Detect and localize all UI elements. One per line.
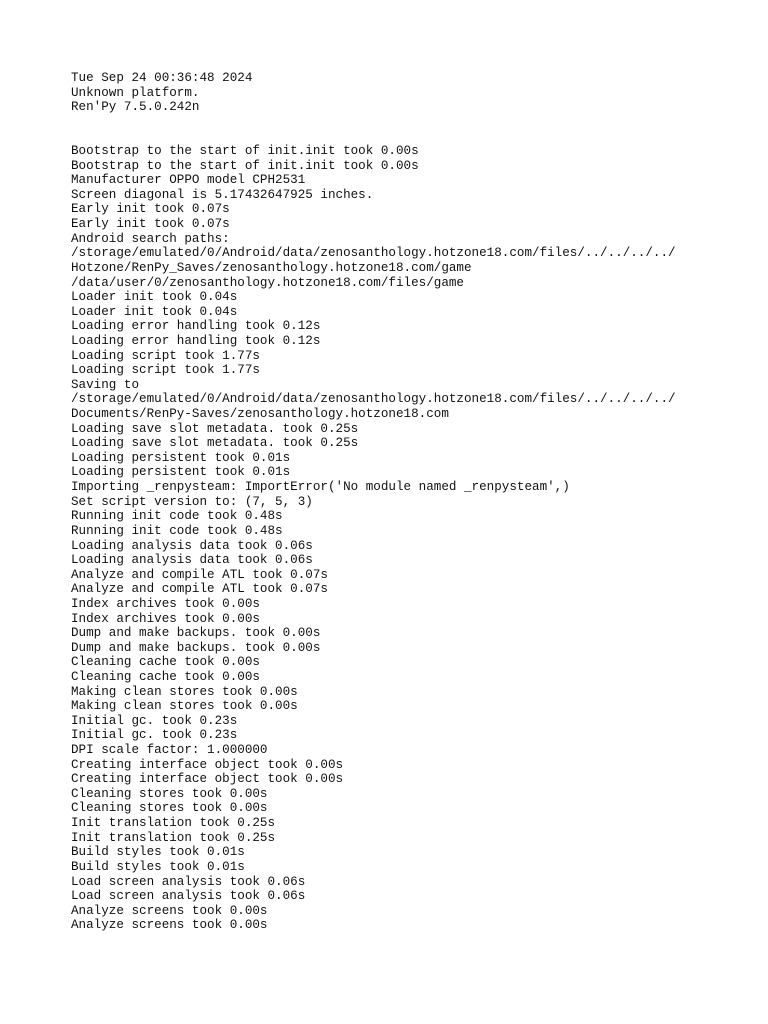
log-line: Analyze screens took 0.00s <box>71 918 268 933</box>
log-line: Load screen analysis took 0.06s <box>71 874 306 889</box>
log-line: Saving to <box>71 377 140 392</box>
log-line: Cleaning cache took 0.00s <box>71 655 260 670</box>
log-line: Build styles took 0.01s <box>71 845 245 860</box>
log-line: Screen diagonal is 5.17432647925 inches. <box>71 187 374 202</box>
log-line: Running init code took 0.48s <box>71 509 283 524</box>
log-line: Making clean stores took 0.00s <box>71 684 298 699</box>
log-line: Initial gc. took 0.23s <box>71 728 238 743</box>
log-line: Analyze and compile ATL took 0.07s <box>71 567 328 582</box>
log-line: Android search paths: <box>71 231 230 246</box>
log-line: Initial gc. took 0.23s <box>71 713 238 728</box>
log-line: Loading save slot metadata. took 0.25s <box>71 436 359 451</box>
log-line: Loader init took 0.04s <box>71 290 238 305</box>
log-line: Loading script took 1.77s <box>71 363 260 378</box>
log-line: Cleaning cache took 0.00s <box>71 669 260 684</box>
log-timestamp: Tue Sep 24 00:36:48 2024 <box>71 71 253 85</box>
log-line: Init translation took 0.25s <box>71 830 276 845</box>
log-line: Cleaning stores took 0.00s <box>71 801 268 816</box>
log-line: Loading error handling took 0.12s <box>71 333 321 348</box>
log-line: Loading save slot metadata. took 0.25s <box>71 421 359 436</box>
log-line: Loading script took 1.77s <box>71 348 260 363</box>
log-line: Index archives took 0.00s <box>71 611 260 626</box>
log-line: Index archives took 0.00s <box>71 596 260 611</box>
log-body <box>71 144 761 933</box>
log-line: Creating interface object took 0.00s <box>71 772 344 787</box>
log-line: DPI scale factor: 1.000000 <box>71 743 268 758</box>
log-line: Loader init took 0.04s <box>71 304 238 319</box>
log-line: Dump and make backups. took 0.00s <box>71 626 321 641</box>
log-line: Analyze screens took 0.00s <box>71 903 268 918</box>
log-line: Dump and make backups. took 0.00s <box>71 640 321 655</box>
log-line: Load screen analysis took 0.06s <box>71 889 306 904</box>
blank-line <box>71 129 761 144</box>
log-line: Loading analysis data took 0.06s <box>71 538 313 553</box>
log-line: Creating interface object took 0.00s <box>71 757 344 772</box>
log-line: Making clean stores took 0.00s <box>71 699 298 714</box>
log-line: Init translation took 0.25s <box>71 816 276 831</box>
log-line: Set script version to: (7, 5, 3) <box>71 494 313 509</box>
log-line: Importing _renpysteam: ImportError('No module named _renpysteam',) <box>71 480 570 495</box>
log-line: Hotzone/RenPy_Saves/zenosanthology.hotzone18.com/game <box>71 260 472 275</box>
log-line: /storage/emulated/0/Android/data/zenosanthology.hotzone18.com/files/../../../../ <box>71 246 676 261</box>
log-line: Loading persistent took 0.01s <box>71 450 291 465</box>
log-line: Manufacturer OPPO model CPH2531 <box>71 173 306 188</box>
log-line: Analyze and compile ATL took 0.07s <box>71 582 328 597</box>
log-line: Running init code took 0.48s <box>71 523 283 538</box>
log-document <box>71 71 761 933</box>
log-line: Build styles took 0.01s <box>71 859 245 874</box>
log-line: Loading persistent took 0.01s <box>71 465 291 480</box>
log-line: /storage/emulated/0/Android/data/zenosanthology.hotzone18.com/files/../../../../ <box>71 392 676 407</box>
log-line: Bootstrap to the start of init.init took 0.00s <box>71 144 419 159</box>
log-line: Loading error handling took 0.12s <box>71 319 321 334</box>
log-line: Cleaning stores took 0.00s <box>71 786 268 801</box>
log-version: Ren'Py 7.5.0.242n <box>71 100 200 115</box>
log-line: Bootstrap to the start of init.init took 0.00s <box>71 158 419 173</box>
log-line: Loading analysis data took 0.06s <box>71 553 313 568</box>
log-line: Documents/RenPy-Saves/zenosanthology.hotzone18.com <box>71 407 449 422</box>
log-line: Early init took 0.07s <box>71 202 230 217</box>
log-line: /data/user/0/zenosanthology.hotzone18.com/files/game <box>71 275 464 290</box>
blank-line <box>71 115 761 130</box>
log-line: Early init took 0.07s <box>71 217 230 232</box>
log-platform: Unknown platform. <box>71 85 200 100</box>
